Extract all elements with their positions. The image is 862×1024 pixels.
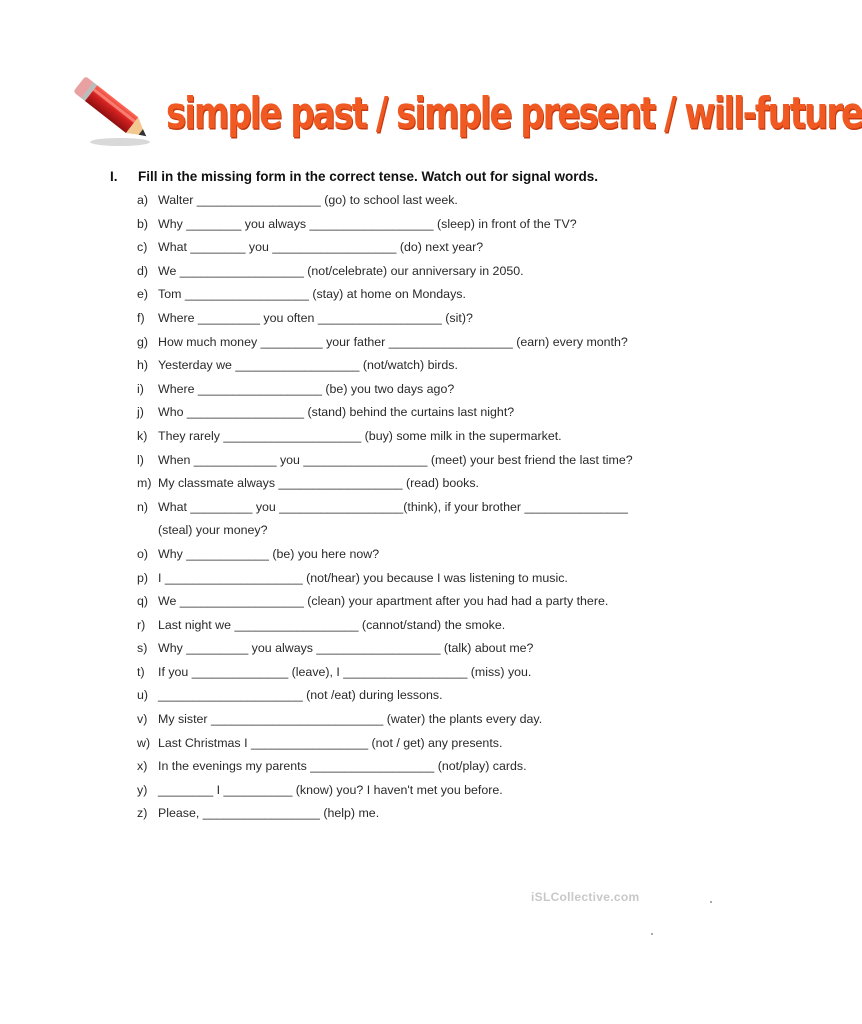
item-letter: i) xyxy=(137,381,144,396)
exercise-item xyxy=(137,496,633,520)
section-heading xyxy=(110,166,598,188)
item-text: Where __________________ (be) you two days ago? xyxy=(158,381,455,396)
exercise-item xyxy=(137,283,633,307)
item-letter: d) xyxy=(137,263,149,278)
exercise-item xyxy=(137,755,633,779)
exercise-item xyxy=(137,213,633,237)
item-text: In the evenings my parents __________________ (not/play) cards. xyxy=(158,759,527,774)
exercise-item xyxy=(137,189,633,213)
item-letter: o) xyxy=(137,546,149,561)
exercise-item-continuation xyxy=(137,519,633,543)
exercise-item xyxy=(137,567,633,591)
item-letter: p) xyxy=(137,570,149,585)
item-letter: c) xyxy=(137,240,148,255)
item-text: Walter __________________ (go) to school last week. xyxy=(158,193,458,207)
item-text: Please, _________________ (help) me. xyxy=(158,806,380,821)
item-letter: y) xyxy=(137,782,148,797)
item-letter: v) xyxy=(137,712,148,727)
item-text: How much money _________ your father __________________ (earn) every month? xyxy=(158,334,628,349)
watermark: iSLCollective.com xyxy=(531,890,640,904)
item-letter: g) xyxy=(137,334,149,349)
item-letter: l) xyxy=(137,452,144,467)
exercise-item xyxy=(137,449,633,473)
exercise-item xyxy=(137,614,633,638)
exercise-item xyxy=(137,661,633,685)
item-text: We __________________ (clean) your apartment after you had had a party there. xyxy=(158,594,609,609)
pencil-icon xyxy=(68,70,160,152)
exercise-item xyxy=(137,802,633,826)
item-letter: x) xyxy=(137,759,148,774)
exercise-item xyxy=(137,331,633,355)
speck-dot xyxy=(651,933,653,935)
item-letter: e) xyxy=(137,287,149,302)
item-letter: k) xyxy=(137,428,148,443)
item-letter: w) xyxy=(137,735,151,750)
exercise-item xyxy=(137,732,633,756)
item-text: They rarely ____________________ (buy) some milk in the supermarket. xyxy=(158,428,562,443)
exercise-item xyxy=(137,590,633,614)
item-letter: n) xyxy=(137,499,149,514)
item-letter: f) xyxy=(137,310,145,325)
item-text: My classmate always __________________ (read) books. xyxy=(158,476,479,491)
item-text: What ________ you __________________ (do) next year? xyxy=(158,240,484,255)
exercise-item xyxy=(137,684,633,708)
exercise-list xyxy=(137,189,633,826)
item-letter: z) xyxy=(137,806,148,821)
item-text: ________ I __________ (know) you? I haven't met you before. xyxy=(158,782,503,797)
exercise-item xyxy=(137,425,633,449)
item-text: What _________ you __________________(think), if your brother _______________ xyxy=(158,499,628,514)
item-text: Where _________ you often __________________ (sit)? xyxy=(158,310,473,325)
item-text: Tom __________________ (stay) at home on Mondays. xyxy=(158,287,466,302)
item-text: Last night we __________________ (cannot/stand) the smoke. xyxy=(158,617,506,632)
item-letter: m) xyxy=(137,476,152,491)
item-letter: a) xyxy=(137,193,149,207)
item-text: Why ____________ (be) you here now? xyxy=(158,546,380,561)
item-text: Last Christmas I _________________ (not / get) any presents. xyxy=(158,735,503,750)
item-letter: u) xyxy=(137,688,149,703)
exercise-item xyxy=(137,708,633,732)
exercise-item xyxy=(137,378,633,402)
item-text: We __________________ (not/celebrate) our anniversary in 2050. xyxy=(158,263,524,278)
exercise-item xyxy=(137,354,633,378)
exercise-item xyxy=(137,307,633,331)
item-letter: h) xyxy=(137,358,149,373)
worksheet-title: simple past / simple present / will-future xyxy=(166,88,862,140)
item-letter: j) xyxy=(137,405,144,420)
item-letter: s) xyxy=(137,641,148,656)
section-instruction: Fill in the missing form in the correct tense. Watch out for signal words. xyxy=(138,169,599,184)
exercise-item xyxy=(137,779,633,803)
item-letter: t) xyxy=(137,664,145,679)
item-text: Yesterday we __________________ (not/watch) birds. xyxy=(158,358,458,373)
item-letter: b) xyxy=(137,216,149,231)
section-number: I. xyxy=(110,169,118,184)
speck-dot xyxy=(710,901,712,903)
item-text: If you ______________ (leave), I __________________ (miss) you. xyxy=(158,664,532,679)
exercise-item xyxy=(137,543,633,567)
item-text: My sister _________________________ (water) the plants every day. xyxy=(158,712,543,727)
item-letter: q) xyxy=(137,594,149,609)
exercise-item xyxy=(137,637,633,661)
item-text: Who _________________ (stand) behind the curtains last night? xyxy=(158,405,515,420)
item-text: Why _________ you always __________________ (talk) about me? xyxy=(158,641,534,656)
exercise-item xyxy=(137,472,633,496)
exercise-item xyxy=(137,236,633,260)
item-text: _____________________ (not /eat) during lessons. xyxy=(158,688,443,703)
item-text: I ____________________ (not/hear) you because I was listening to music. xyxy=(158,570,568,585)
exercise-item xyxy=(137,401,633,425)
item-text: Why ________ you always __________________ (sleep) in front of the TV? xyxy=(158,216,577,231)
exercise-item xyxy=(137,260,633,284)
item-text: (steal) your money? xyxy=(158,523,268,538)
item-letter: r) xyxy=(137,617,146,632)
item-text: When ____________ you __________________ (meet) your best friend the last time? xyxy=(158,452,633,467)
